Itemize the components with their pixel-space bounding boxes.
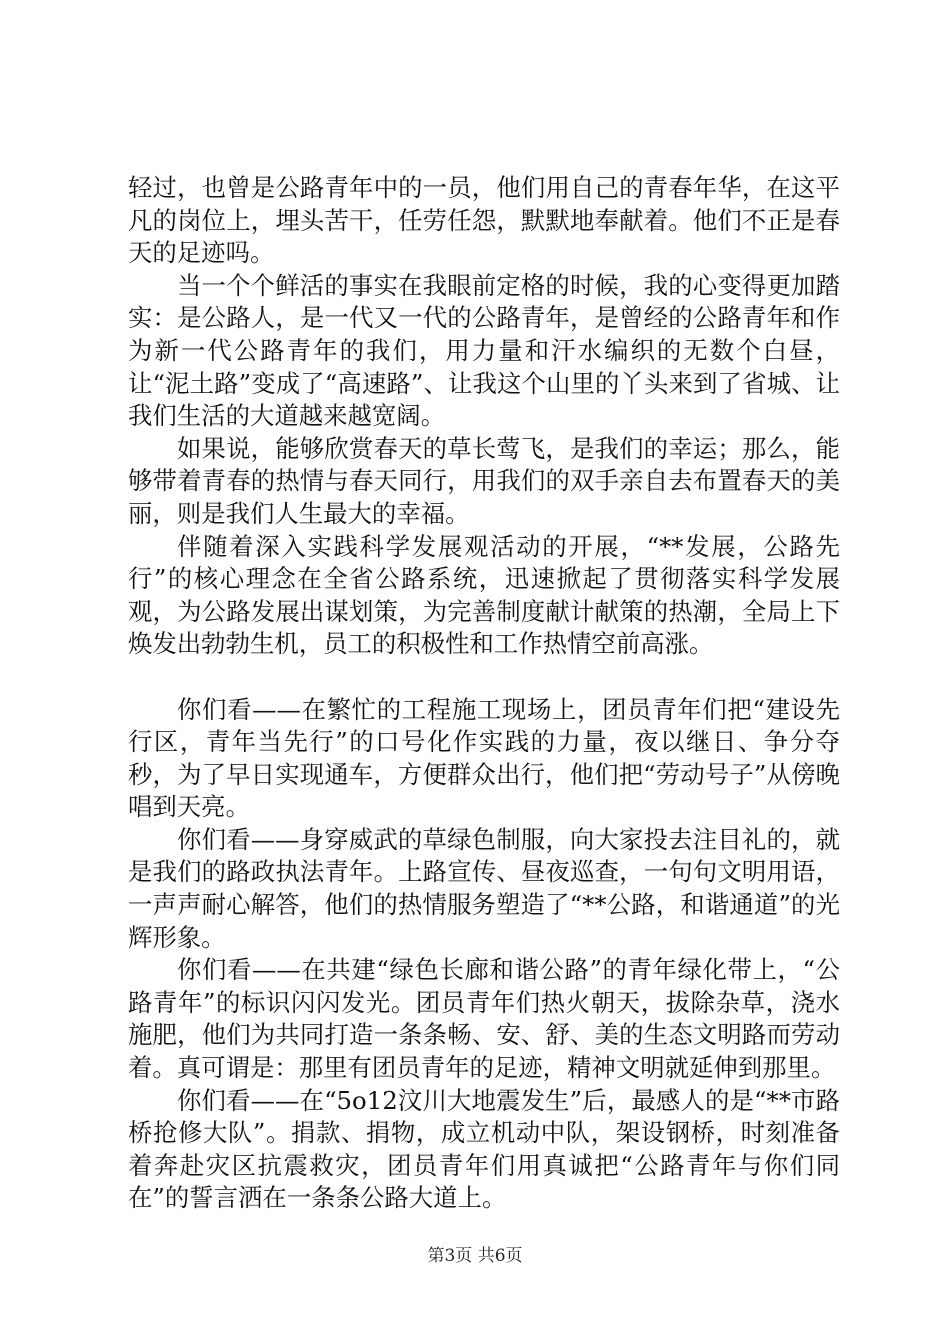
page-number: 第3页 共6页 xyxy=(427,1246,523,1266)
body-text xyxy=(128,172,840,1215)
page-footer xyxy=(0,1245,950,1267)
paragraph-earthquake-relief: 你们看——在“5o12汶川大地震发生”后，最感人的是“**市路桥抢修大队”。捐款、捐物，成立机动中队，架设钢桥，时刻准备着奔赴灾区抗震救灾，团员青年们用真诚把“公路青年与你们同在”的誓言洒在一条条公路大道上。 xyxy=(128,1085,840,1213)
paragraph-greening: 你们看——在共建“绿色长廊和谐公路”的青年绿化带上，“公路青年”的标识闪闪发光。团员青年们热火朝天，拔除杂草，浇水施肥，他们为共同打造一条条畅、安、舒、美的生态文明路而劳动着。真可谓是：那里有团员青年的足迹，精神文明就延伸到那里。 xyxy=(128,955,840,1083)
paragraph-happiness: 如果说，能够欣赏春天的草长莺飞，是我们的幸运；那么，能够带着青春的热情与春天同行，用我们的双手亲自去布置春天的美丽，则是我们人生最大的幸福。 xyxy=(128,433,840,528)
paragraph-development: 伴随着深入实践科学发展观活动的开展，“**发展，公路先行”的核心理念在全省公路系统，迅速掀起了贯彻落实科学发展观，为公路发展出谋划策，为完善制度献计献策的热潮，全局上下焕发出勃勃生机，员工的积极性和工作热情空前高涨。 xyxy=(128,531,840,659)
paragraph-road-enforcement: 你们看——身穿威武的草绿色制服，向大家投去注目礼的，就是我们的路政执法青年。上路宣传、昼夜巡查，一句句文明用语，一声声耐心解答，他们的热情服务塑造了“**公路，和谐通道”的光辉形象。 xyxy=(128,824,840,952)
paragraph-continuation: 轻过，也曾是公路青年中的一员，他们用自己的青春年华，在这平凡的岗位上，埋头苦干，任劳任怨，默默地奉献着。他们不正是春天的足迹吗。 xyxy=(128,173,840,268)
paragraph-steadfast: 当一个个鲜活的事实在我眼前定格的时候，我的心变得更加踏实：是公路人，是一代又一代的公路青年，是曾经的公路青年和作为新一代公路青年的我们，用力量和汗水编织的无数个白昼，让“泥土路”变成了“高速路”、让我这个山里的丫头来到了省城、让我们生活的大道越来越宽阔。 xyxy=(128,270,840,431)
paragraph-construction-site: 你们看——在繁忙的工程施工现场上，团员青年们把“建设先行区，青年当先行”的口号化作实践的力量，夜以继日、争分夺秒，为了早日实现通车，方便群众出行，他们把“劳动号子”从傍晚唱到天亮。 xyxy=(128,694,840,822)
